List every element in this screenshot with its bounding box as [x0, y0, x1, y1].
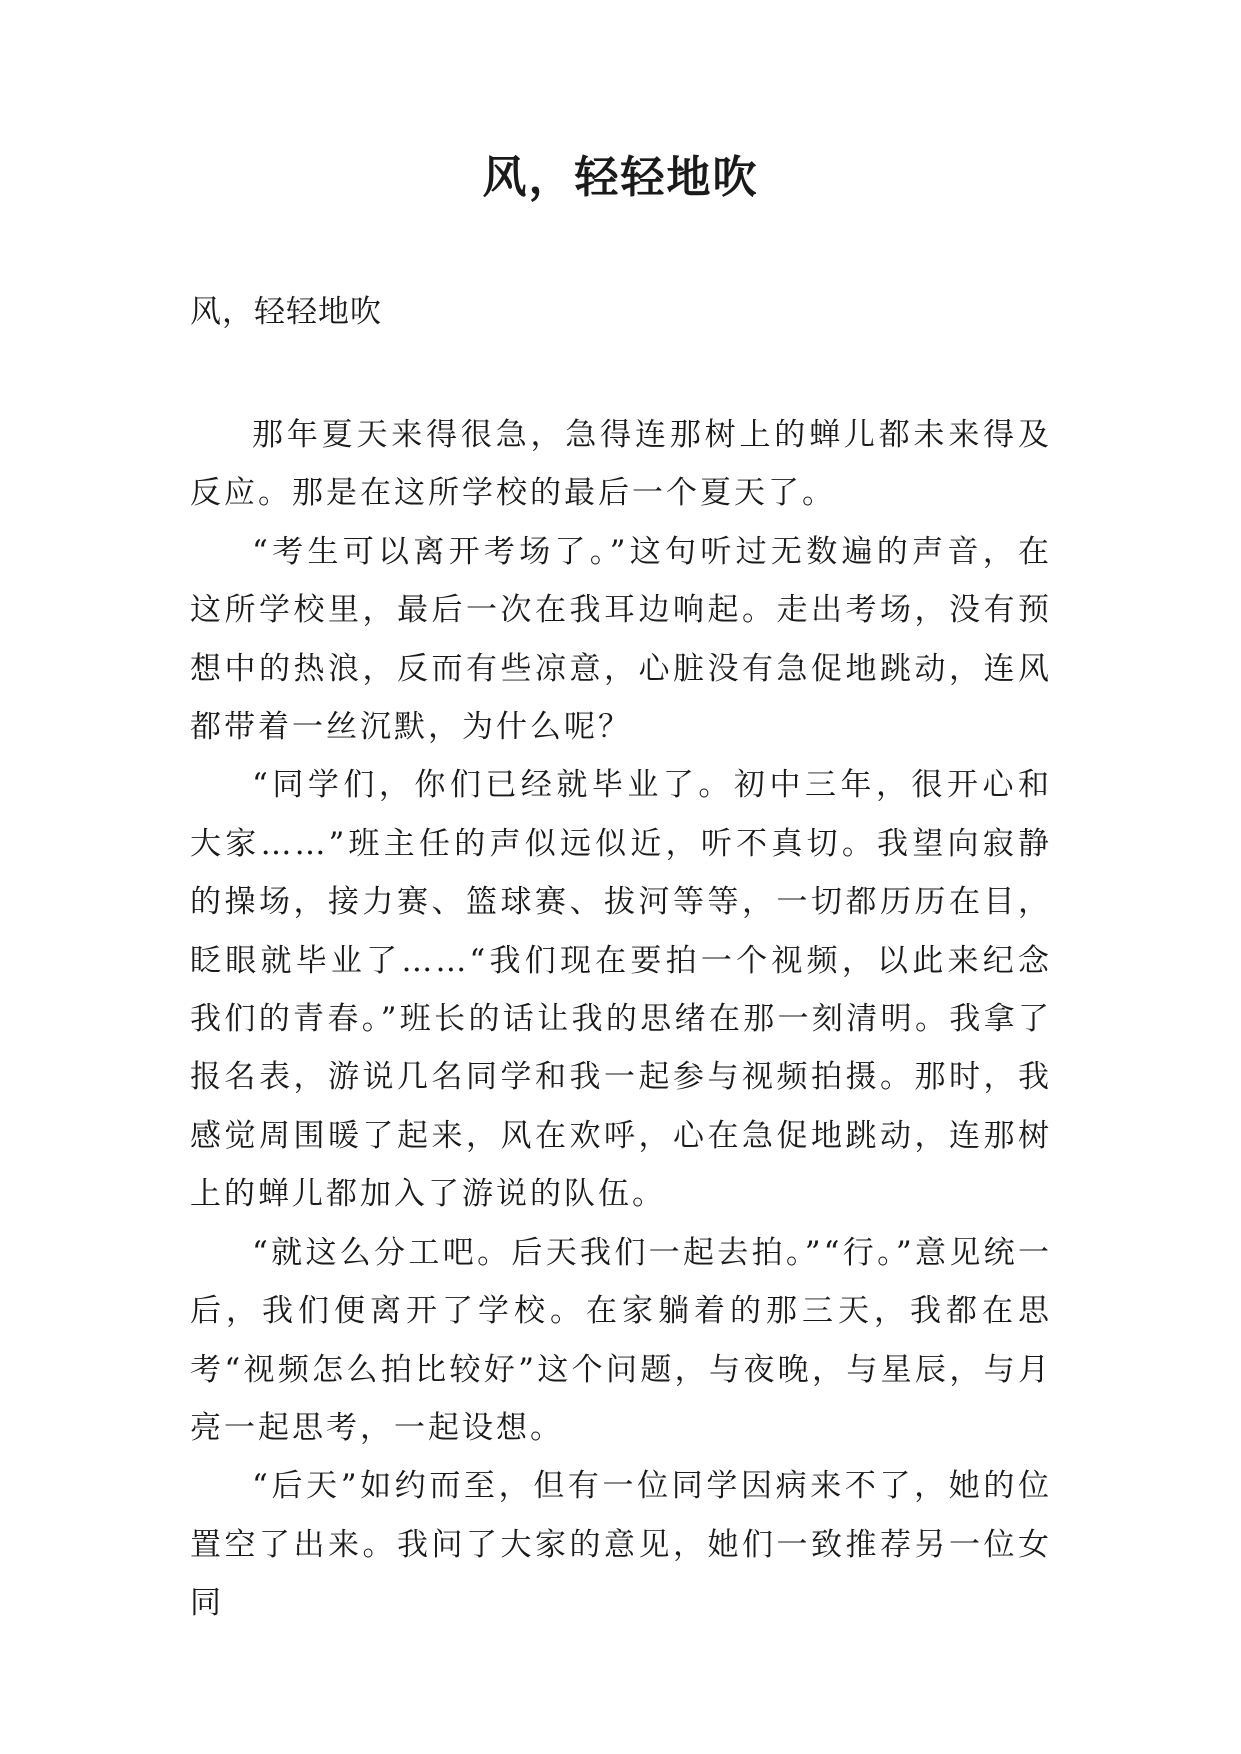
paragraph: “同学们，你们已经就毕业了。初中三年，很开心和大家……”班主任的声似远似近，听不真切。我望向寂静的操场，接力赛、篮球赛、拔河等等，一切都历历在目，眨眼就毕业了……“我们现在要拍一个视频，以此来纪念我们的青春。”班长的话让我的思绪在那一刻清明。我拿了报名表，游说几名同学和我一起参与视频拍摄。那时，我感觉周围暖了起来，风在欢呼，心在急促地跳动，连那树上的蝉儿都加入了游说的队伍。	[190, 767, 1052, 1213]
document-body	[190, 406, 1052, 1633]
document-title: 风，轻轻地吹	[482, 152, 759, 203]
paragraph: “考生可以离开考场了。”这句听过无数遍的声音，在这所学校里，最后一次在我耳边响起。走出考场，没有预想中的热浪，反而有些凉意，心脏没有急促地跳动，连风都带着一丝沉默，为什么呢？	[190, 533, 1052, 746]
document-subtitle: 风，轻轻地吹	[190, 294, 382, 330]
paragraph: 那年夏天来得很急，急得连那树上的蝉儿都未来得及反应。那是在这所学校的最后一个夏天了。	[190, 417, 1052, 512]
paragraph: “就这么分工吧。后天我们一起去拍。”“行。”意见统一后，我们便离开了学校。在家躺着的那三天，我都在思考“视频怎么拍比较好”这个问题，与夜晚，与星辰，与月亮一起思考，一起设想。	[190, 1234, 1052, 1446]
paragraph: “后天”如约而至，但有一位同学因病来不了，她的位置空了出来。我问了大家的意见，她们一致推荐另一位女同	[190, 1468, 1052, 1622]
